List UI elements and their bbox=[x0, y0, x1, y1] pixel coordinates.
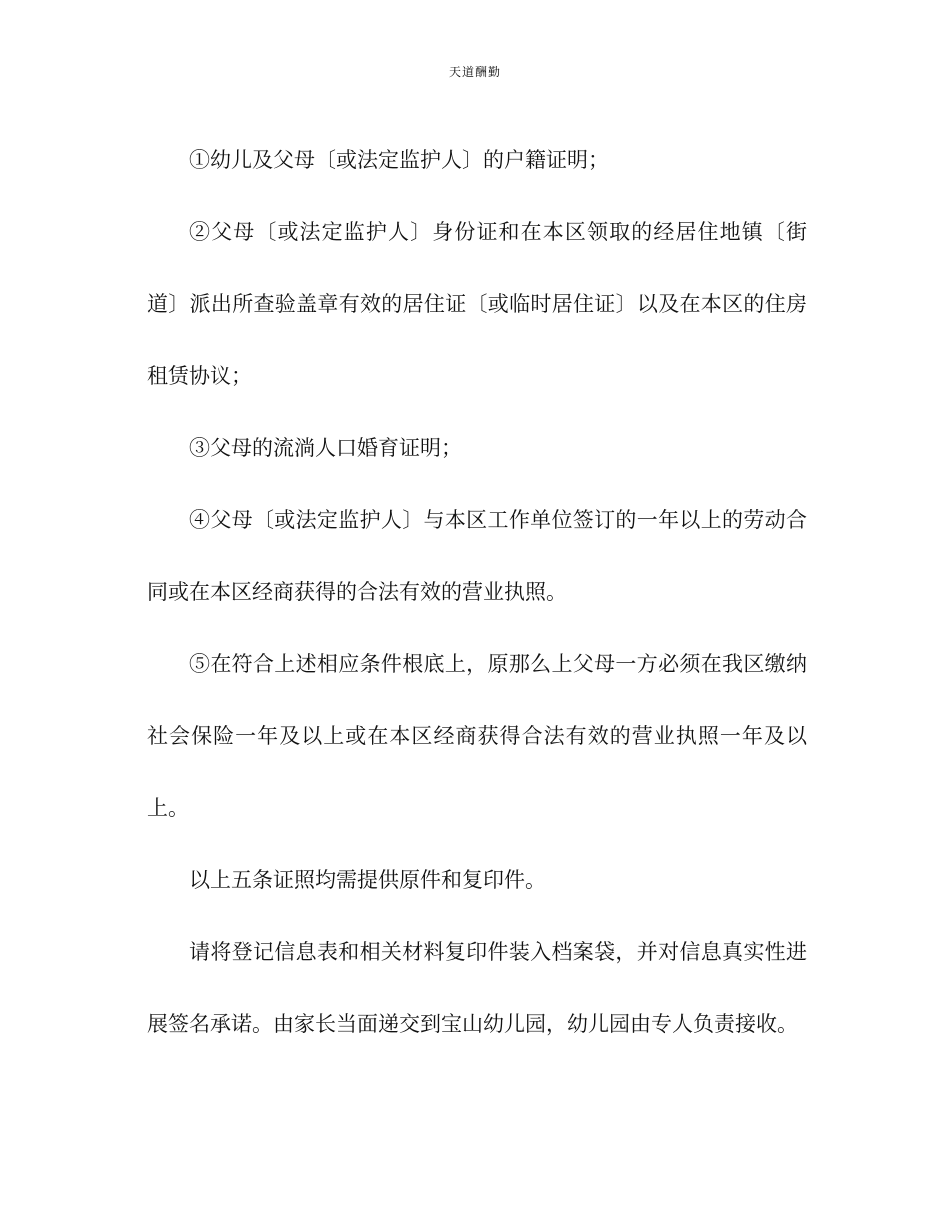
paragraph-submission-instructions: 请将登记信息表和相关材料复印件装入档案袋，并对信息真实性进展签名承诺。由家长当面递交到宝山幼儿园，幼儿园由专人负责接收。 bbox=[147, 940, 807, 1036]
page-header: 天道酬勤 bbox=[448, 65, 501, 79]
paragraph-social-insurance: ⑤在符合上述相应条件根底上，原那么上父母一方必须在我区缴纳社会保险一年及以上或在本区经商获得合法有效的营业执照一年及以上。 bbox=[147, 652, 807, 820]
paragraph-originals-and-copies: 以上五条证照均需提供原件和复印件。 bbox=[189, 868, 546, 892]
paragraph-labor-contract: ④父母〔或法定监护人〕与本区工作单位签订的一年以上的劳动合同或在本区经商获得的合法有效的营业执照。 bbox=[147, 508, 807, 604]
document-body bbox=[147, 124, 807, 1060]
paragraph-household-registration: ①幼儿及父母〔或法定监护人〕的户籍证明； bbox=[189, 148, 609, 172]
paragraph-marriage-certificate: ③父母的流淌人口婚育证明； bbox=[189, 436, 462, 460]
paragraph-id-and-residence: ②父母〔或法定监护人〕身份证和在本区领取的经居住地镇〔街道〕派出所查验盖章有效的居住证〔或临时居住证〕以及在本区的住房租赁协议； bbox=[147, 220, 807, 388]
